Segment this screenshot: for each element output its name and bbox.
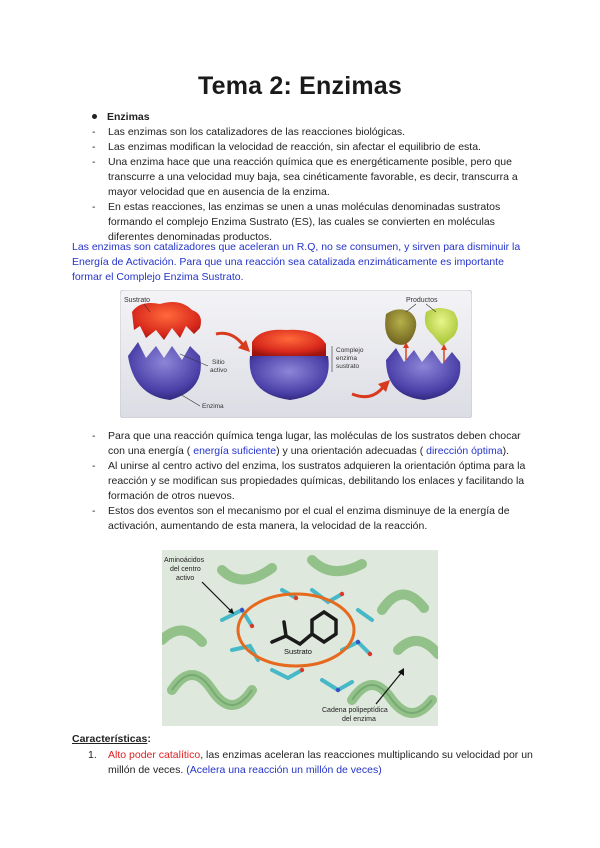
direccion-optima-text: dirección óptima bbox=[423, 445, 503, 457]
list-item: - Estos dos eventos son el mecanismo por el cual el enzima disminuye de la energía de activación, aumentando de esta manera, la velocidad de la reacción. bbox=[92, 505, 510, 532]
label-activo: activo bbox=[176, 575, 195, 582]
label-cadena: Cadena polipeptídica bbox=[322, 707, 388, 714]
note-catalizadores: Las enzimas son catalizadores que aceleran un R.Q, no se consumen, y sirven para disminuir la Energía de Activación. Para que una reacción sea catalizada enzimáticamente es importante formar el Complejo Enzima Sustrato. bbox=[72, 241, 521, 283]
caracteristicas-heading: Características: bbox=[72, 733, 151, 745]
active-site-figure bbox=[162, 550, 438, 726]
caracteristicas-list bbox=[88, 748, 538, 778]
label-sustrato: Sustrato bbox=[124, 297, 151, 304]
list-item: - Una enzima hace que una reacción química que es energéticamente posible, pero que transcurre a una velocidad muy baja, sea cinéticamente favorable, es decir, transcurra a mayor velocidad que en ausencia de la enzima. bbox=[92, 156, 518, 198]
list-item: - Las enzimas modifican la velocidad de reacción, sin afectar el equilibrio de esta. bbox=[92, 141, 481, 153]
section-heading-enzimas: Enzimas bbox=[92, 111, 150, 123]
label-sustrato: Sustrato bbox=[284, 647, 312, 656]
list-item: - Para que una reacción química tenga lugar, las moléculas de los sustratos deben chocar con una energía ( energía suficiente) y una orientación adecuadas ( dirección óptima). bbox=[92, 430, 521, 457]
label-del-centro: del centro bbox=[170, 566, 201, 573]
acelera-text: (Acelera una reacción un millón de veces) bbox=[186, 764, 382, 776]
list-item: 1. Alto poder catalítico, las enzimas aceleran las reacciones multiplicando su velocidad por un millón de veces. (Acelera una reacción un millón de veces) bbox=[88, 749, 533, 776]
label-enzima: Enzima bbox=[202, 403, 224, 410]
label-productos: Productos bbox=[406, 297, 438, 304]
alto-poder-text: Alto poder catalítico bbox=[108, 749, 201, 761]
energia-suficiente-text: energía suficiente bbox=[190, 445, 277, 457]
label-aminoacidos: Aminoácidos bbox=[164, 557, 205, 564]
bullet-dot bbox=[92, 114, 97, 119]
reaction-list bbox=[92, 429, 532, 534]
list-item: - Al unirse al centro activo del enzima, los sustratos adquieren la orientación óptima para la reacción y se modifican sus propiedades químicas, debilitando los enlaces y facilitando la formación de otros nuevos. bbox=[92, 460, 526, 502]
label-activo: activo bbox=[210, 367, 227, 374]
enzyme-substrate-diagram bbox=[120, 290, 472, 418]
label-sitio: Sitio bbox=[212, 359, 225, 366]
label-complejo: Complejo bbox=[336, 347, 364, 354]
list-item: - Las enzimas son los catalizadores de las reacciones biológicas. bbox=[92, 126, 406, 138]
label-del-enzima: del enzima bbox=[342, 716, 376, 723]
label-complejo-sustrato: sustrato bbox=[336, 363, 360, 370]
page-title: Tema 2: Enzimas bbox=[197, 72, 402, 100]
list-item: - En estas reacciones, las enzimas se unen a unas moléculas denominadas sustratos formando el complejo Enzima Sustrato (ES), las cuales se convierten en moléculas diferentes denominadas productos. bbox=[92, 201, 501, 243]
label-complejo-enzima: enzima bbox=[336, 355, 357, 362]
enzimas-list bbox=[92, 125, 532, 245]
